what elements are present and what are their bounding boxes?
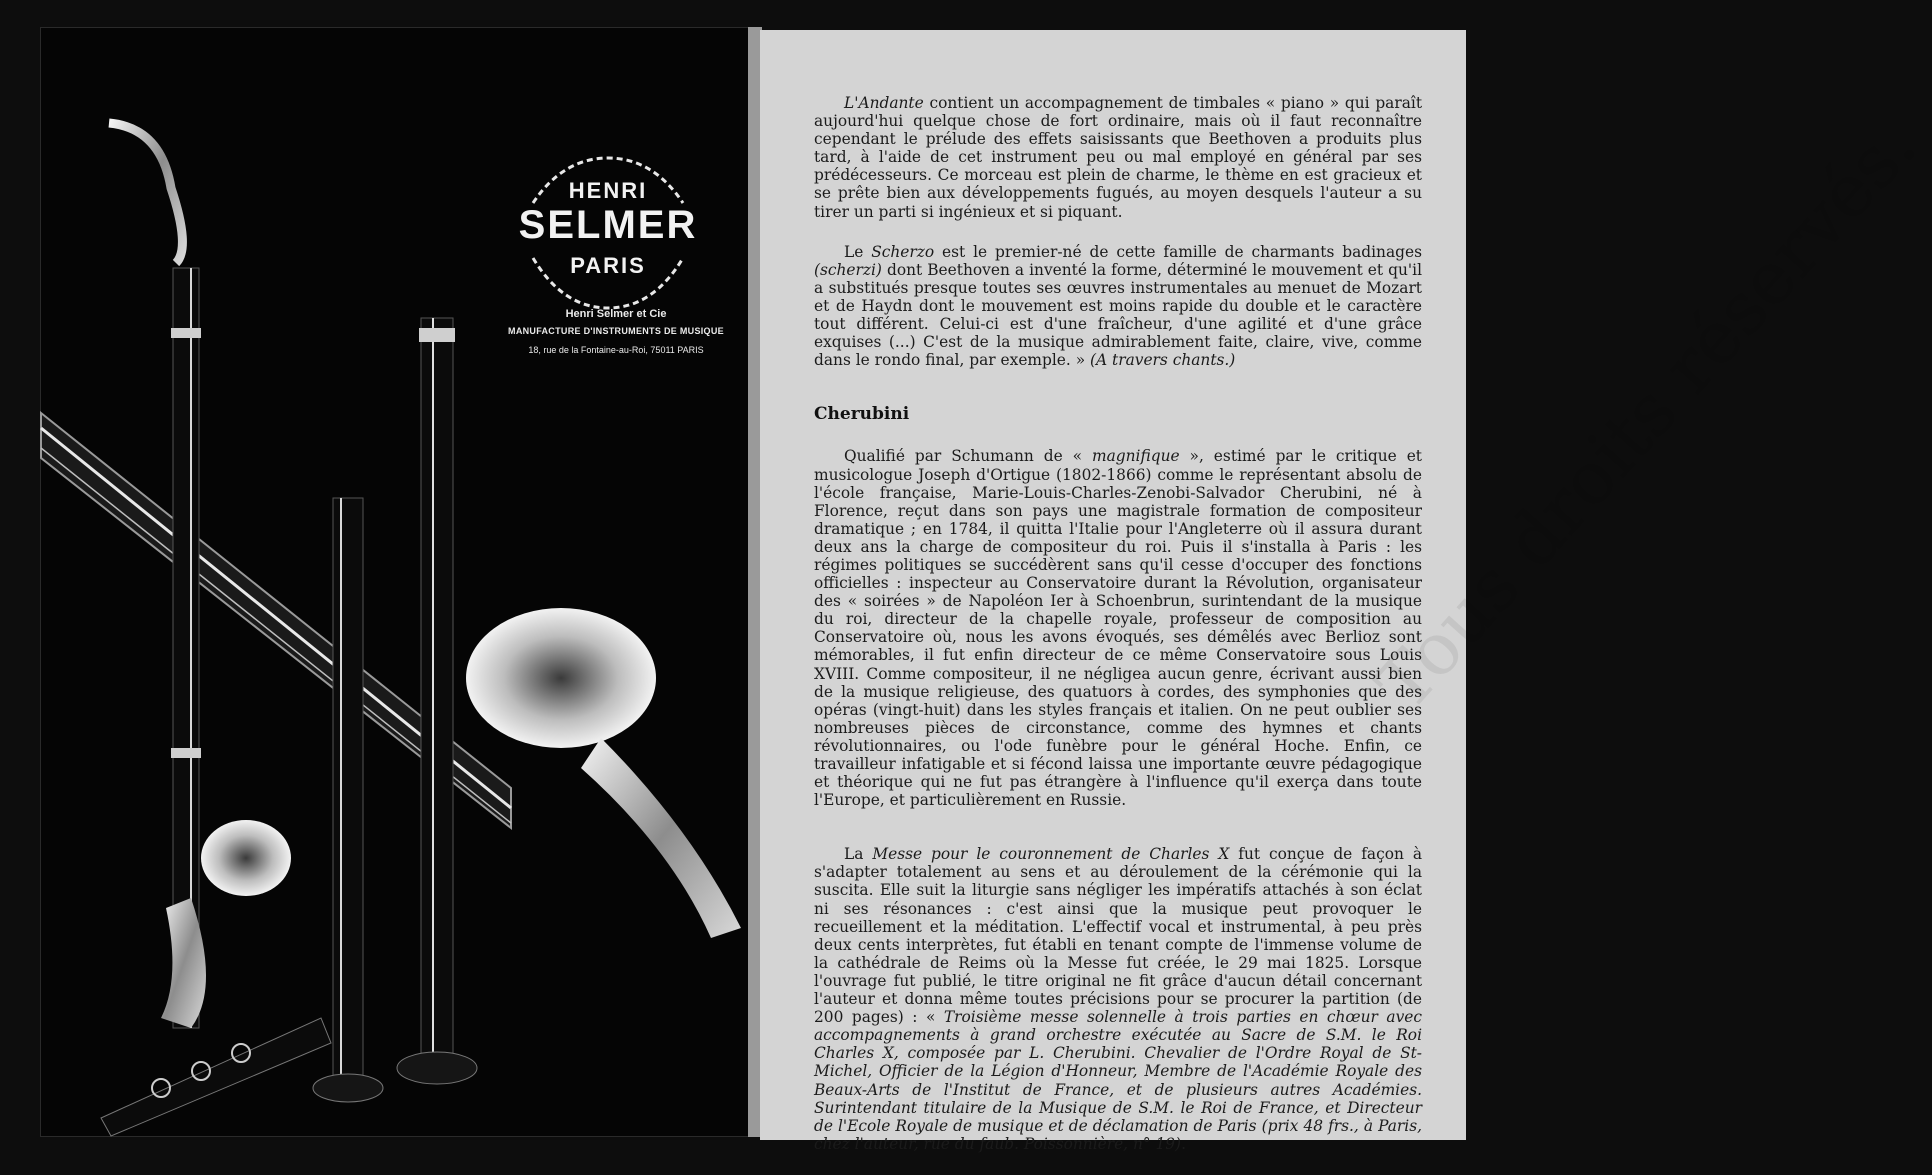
paragraph-scherzo <box>814 243 1422 370</box>
advertisement-page <box>40 27 754 1137</box>
watermark: Tous droits réservés. <box>1360 103 1932 727</box>
messe-pre: La <box>844 845 873 864</box>
messe-text: fut conçue de façon à s'adapter totalement au sens et au déroulement de la cérémonie qui la suscita. Elle suit la liturgie sans négliger les impératifs attachés à son éclat ni ses résonances : c'est ainsi que la musique peut provoquer le recueillement et la méditation. L'effectif vocal et instrumental, à peu près deux cents interprètes, fut établi en tenant compte de l'immense volume de la cathédrale de Reims où la Messe fut créée, le 29 mai 1825. Lorsque l'ouvrage fut publié, le titre original ne fit grâce d'aucun détail concernant l'auteur et donna même toutes précisions pour se procurer la partition (de 200 pages) : « <box>814 845 1422 1027</box>
alto-clarinet <box>109 123 201 1028</box>
company-block <box>471 308 761 355</box>
cherubini-quote: magnifique <box>1092 447 1180 466</box>
paragraph-cherubini <box>814 447 1422 809</box>
scherzo-pre: Le <box>844 242 872 261</box>
messe-original-title: Troisième messe solennelle à trois parties en chœur avec accompagnements à grand orchestre exécutée au Sacre de S.M. le Roi Charles X, composée par L. Cherubini. Chevalier de l'Ordre Royal de St-Michel, Officier de la Légion d'Honneur, Membre de l'Académie Royale des Beaux-Arts de l'Institut de France, et de plusieurs autres Académies. Surintendant titulaire de la Musique de S.M. le Roi de France, et Directeur de l'Ecole Royale de musique et de déclamation de Paris (prix 48 frs., à Paris, chez l'auteur, rue du faub. Poissonnière, n° 19) <box>814 1008 1422 1153</box>
section-heading-cherubini: Cherubini <box>814 404 910 425</box>
paragraph-messe <box>814 845 1422 1153</box>
logo-selmer: SELMER <box>518 203 698 247</box>
scherzo-text: dont Beethoven a inventé la forme, déterminé le mouvement et qu'il a substitués presque toutes ses œuvres instrumentales au menuet de Mozart et de Haydn dont le mouvement est moins rapide du double et le caractère tout différent. Celui-ci est d'une fraîcheur, d'une agilité et d'une grâce exquises (...) C'est de la musique admirablement faite, claire, vive, comme dans le rondo final, par exemple. » <box>814 260 1422 370</box>
company-name: Henri Selmer et Cie <box>565 308 667 320</box>
paragraph-andante <box>814 94 1422 221</box>
andante-term: L'Andante <box>844 94 924 112</box>
selmer-logo <box>503 143 713 323</box>
text-page <box>760 30 1932 1153</box>
messe-end: . <box>1181 1134 1186 1153</box>
cherubini-text: », estimé par le critique et musicologue Joseph d'Ortigue (1802-1866) comme le représentant absolu de l'école française, Marie-Louis-Charles-Zenobi-Salvador Cherubini, né à Florence, reçut dans son pays une magistrale formation de compositeur dramatique ; en 1784, il quitta l'Italie pour l'Angleterre où il assura durant deux ans la charge de compositeur du roi. Puis il s'installa à Paris : les régimes politiques se succédèrent sans qu'il cesse d'occuper des fonctions officielles : inspecteur au Conservatoire durant la Révolution, organisateur des « soirées » de Napoléon Ier à Schoenbrun, surintendant de la musique du roi, directeur de la chapelle royale, professeur de composition au Conservatoire où, nous les avons évoqués, ses démêlés avec Berlioz sont mémorables, il fut enfin directeur de ce même Conservatoire sous Louis XVIII. Comme compositeur, il ne négligea aucun genre, écrivant aussi bien de la musique religieuse, des quatuors à cordes, des symphonies que des opéras (vingt-huit) dans les styles français et italien. On ne peut oublier ses nombreuses pièces de circonstance, comme des hymnes et chants révolutionnaires, ou l'ode funèbre pour le général Hoche. Enfin, ce travailleur infatigable et si fécond laissa une importante œuvre pédagogique et théorique qui ne fut pas étrangère à l'influence qu'il exerça dans toute l'Europe, et particulièrement en Russie. <box>814 447 1422 810</box>
logo-paris: PARIS <box>570 253 646 278</box>
cherubini-pre: Qualifié par Schumann de « <box>844 447 1092 466</box>
scherzo-term: Scherzo <box>871 242 935 261</box>
clarinet-middle <box>313 498 383 1102</box>
company-tagline: MANUFACTURE D'INSTRUMENTS DE MUSIQUE <box>508 326 724 336</box>
company-address: 18, rue de la Fontaine-au-Roi, 75011 PARIS <box>528 345 704 355</box>
saxophone-bell-right <box>466 608 741 938</box>
article-body <box>814 94 1422 1175</box>
andante-text: contient un accompagnement de timbales « piano » qui paraît aujourd'hui quelque chose de fort ordinaire, mais où il faut reconnaître cependant le prélude des effets saisissants que Beethoven a produits plus tard, à l'aide de cet instrument peu ou mal employé en général par ses prédécesseurs. Ce morceau est plein de charme, le thème en est gracieux et se prête bien aux développements fugués, au moyen desquels l'auteur a su tirer un parti si ingénieux et si piquant. <box>814 94 1422 221</box>
messe-title: Messe pour le couronnement de Charles X <box>872 845 1230 864</box>
logo-henri: HENRI <box>568 178 648 203</box>
clarinet-right <box>397 318 477 1084</box>
scherzo-source: (A travers chants.) <box>1090 351 1236 370</box>
scherzi-term: (scherzi) <box>814 260 882 279</box>
scherzo-mid: est le premier-né de cette famille de charmants badinages <box>934 242 1422 261</box>
clarinet-lower <box>101 1018 331 1136</box>
